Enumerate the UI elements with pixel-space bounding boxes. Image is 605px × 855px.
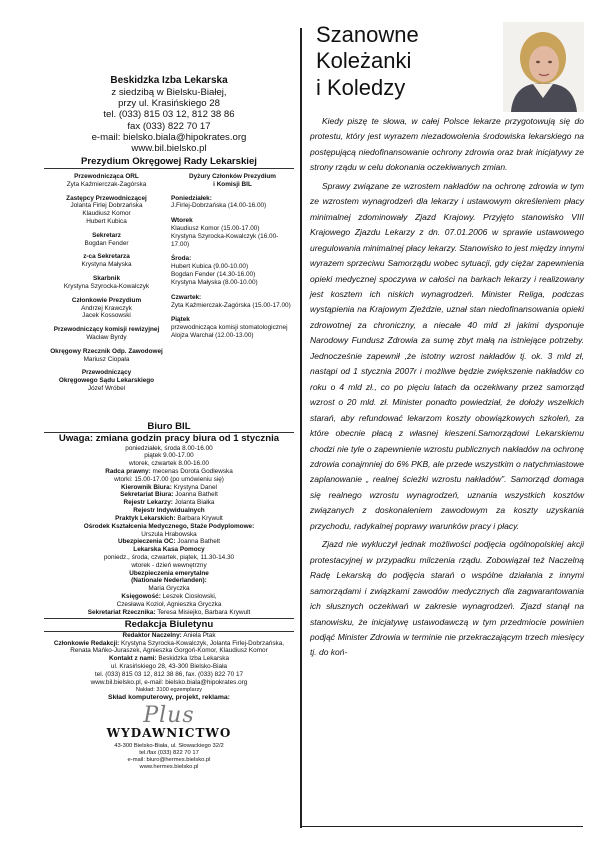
- presidium-section: [44, 169, 294, 419]
- office-staff-value: Joanna Bathelt: [177, 538, 220, 546]
- member-role: Przewodnicząca ORL: [74, 172, 139, 180]
- chamber-name: Beskidzka Izba Lekarska: [110, 75, 228, 86]
- editorial-label: Członkowie Redakcji:: [53, 639, 120, 647]
- office-staff-label: Kierownik Biura:: [121, 483, 172, 491]
- office-staff-label: Rejestr Indywidualnych: [133, 507, 205, 515]
- article-title: Szanowne Koleżanki i Koledzy: [316, 22, 419, 100]
- duty-entries: J.Firlej-Dobrzańska (14.00-16.00): [171, 202, 267, 210]
- office-staff-row: [44, 476, 294, 484]
- editorial-label: Kontakt z nami:: [108, 655, 157, 663]
- member-role: Sekretarz: [92, 231, 121, 239]
- office-staff-value: Joanna Bathelt: [175, 491, 218, 499]
- office-staff-row: [44, 554, 294, 562]
- office-staff-row: [44, 468, 294, 476]
- duty-entries: Zyta Kaźmierczak-Zagórska (15.00-17.00): [171, 301, 291, 309]
- office-staff-row: [44, 499, 294, 507]
- presidium-member: [44, 232, 169, 248]
- member-role: Skarbnik: [93, 275, 120, 283]
- editorial-row: [44, 679, 294, 687]
- office-staff-value: poniedz., środa, czwartek, piątek, 11.30-14.30: [103, 553, 235, 561]
- office-staff-value: Leszek Ciosłowski,: [162, 593, 217, 601]
- chamber-website[interactable]: www.bil.bielsko.pl: [131, 143, 207, 155]
- print-run: Nakład: 3100 egzemplarzy: [135, 687, 203, 694]
- member-role: Członkowie Prezydium: [71, 296, 142, 304]
- duty-day-label: Czwartek:: [171, 293, 202, 301]
- presidium-title: Prezydium Okręgowej Rady Lekarskiej: [44, 156, 294, 169]
- author-photo: [503, 22, 584, 112]
- member-names: Józef Wróbel: [87, 385, 126, 393]
- office-staff-label: Praktyk Lekarskich:: [115, 514, 176, 522]
- article-body: [310, 114, 584, 664]
- publisher-logo: [44, 702, 294, 740]
- duty-hours: [171, 173, 294, 347]
- office-staff-row: [44, 585, 294, 593]
- office-title: Biuro BIL: [44, 421, 294, 433]
- office-staff-row: [44, 546, 294, 554]
- article-paragraph: Zjazd nie wykluczył jednak możliwości podjęcia ogólnopolskiej akcji protestacyjnej w przypadku milczenia rządu. Zobowiązał też Naczelną Radę Lekarską do podjęcia starań o wspólne działania z innymi samorządami i związkami zawodów medycznych dla zagwarantowania ich słusznych oczekiwań w zakresie wynagrodzeń. Zjazd stanął na stanowisku, że inicjatywę ustawodawczą w tym przedmiocie powinien podjąć Minister Zdrowia w terminie nie przekraczającym trzech miesięcy tj. do koń-: [310, 539, 584, 658]
- editorial-title: Redakcja Biuletynu: [44, 618, 294, 631]
- duty-day: [171, 316, 294, 339]
- office-staff-value: wtorki: 15.00-17.00 (po umówieniu się): [114, 475, 224, 483]
- member-role: Okręgowy Rzecznik Odp. Zawodowej: [50, 347, 163, 355]
- editorial-row: [44, 647, 294, 655]
- column-divider: [300, 28, 302, 828]
- presidium-member: [44, 253, 169, 269]
- member-names: Bogdan Fender: [84, 239, 129, 247]
- member-role: Przewodniczący Okręgowego Sądu Lekarskiego: [58, 369, 155, 385]
- author-photo-image: [503, 22, 584, 112]
- publisher-logo-text: WYDAWNICTWO: [106, 725, 232, 740]
- member-names: Krystyna Małyska: [81, 261, 132, 269]
- office-staff-value: mecenas Dorota Godlewska: [152, 468, 233, 476]
- publisher-address: 43-300 Bielsko-Biała, ul. Słowackiego 32/2 tel./fax (033) 822 70 17 e-mail: biuro@hermes.bielsko.pl www.hermes.bielsko.pl: [114, 742, 224, 770]
- chamber-fax: fax (033) 822 70 17: [127, 120, 211, 132]
- editorial-value: ul. Krasińskiego 28, 43-300 Bielsko-Biała: [110, 663, 228, 671]
- editorial-row: [44, 632, 294, 640]
- editorial-label: Redaktor Naczelny:: [122, 631, 182, 639]
- duty-day: [171, 195, 294, 211]
- duty-day-label: Wtorek: [171, 217, 193, 225]
- duty-list: [171, 195, 294, 340]
- office-staff-row: [44, 601, 294, 609]
- office-hours: poniedziałek, środa 8.00-16.00 piątek 9.00-17.00 wtorek, czwartek 8.00-16.00: [125, 444, 213, 468]
- office-staff-label: Ośrodek Kształcenia Medycznego, Staże Podyplomowe:: [83, 522, 255, 530]
- office-staff-row: [44, 484, 294, 492]
- member-names: Mariusz Ciopała: [83, 355, 130, 363]
- office-staff-value: Czesława Kozioł, Agnieszka Gryczka: [116, 600, 222, 608]
- duty-entries: Hubert Kubica (9.00-10.00) Bogdan Fender (14.30-16.00) Krystyna Małyska (8.00-10.00): [171, 263, 258, 286]
- member-names: Wacław Byrdy: [86, 333, 127, 341]
- duty-day-label: Środa:: [171, 255, 192, 263]
- member-names: Zyta Kaźmierczak-Zagórska: [66, 180, 147, 188]
- chamber-header: [44, 75, 294, 155]
- article-paragraph: Sprawy związane ze wzrostem nakładów na ochronę zdrowia w tym ze wzrostem wynagrodzeń dla lekarzy i ustawowym określeniem płacy minimalnej zdominowały Zjazd Krajowy. Przyjęto stanowisko VIII Krajowego Zjazdu Lekarzy z dn. 07.01.2006 w sprawie ustawowego uregulowania minimalnej płacy lekarzy. Stanowisko to jest między innymi wyrazem sprzeciwu Samorządu wobec sytuacji, gdy ciężar zapewnienia opieki medycznej spoczywa w całości na barkach lekarzy i realizowany jest kosztem ich niskich wynagrodzeń. Minister Religa, podczas wystąpienia na Krajowym Zjeździe, uznał stan niedofinansowania opieki zdrowotnej za chroniczny, a niecałe 40 mld zł jakimi dysponuje Narodowy Fundusz Zdrowia za sumę zbyt małą na istniejące potrzeby. Jednocześnie zapewnił ,że istotny wzrost nakładów tj. ok. 3 mld zł, nastąpi od 1 stycznia 2007r i możliwe będzie zwiększenie nakładów co roku o 4 mld zł., co po pięciu latach da oczekiwany przez samorząd wzrost o 20 mld. zł. Minister ponadto powiedział, że dołoży wszelkich starań, aby refundować lekarzom koszty obowiązkowych szkoleń, za które obecnie płacą z własnej kieszeni.Samorządowi Lekarskiemu chodzi nie tyle o zapewnienie wzrostu publicznych nakładów na ochronę zdrowia conajmniej do 6% PKB, ale przede wszystkim o natychmiastowe zaplanowanie „ realnej ścieżki wzrostu nakładów”. Samorząd domaga się realnego wzrostu wynagrodzeń, uznania wszystkich kosztów związanych z doskonaleniem zawodowym za koszty uzyskania przychodu, radykalnej poprawy warunków pracy i płacy.: [310, 180, 585, 531]
- presidium-member: [44, 297, 169, 320]
- office-staff-row: [44, 538, 294, 546]
- editorial-row: [44, 655, 294, 663]
- chamber-address: przy ul. Krasińskiego 28: [118, 98, 220, 110]
- presidium-member: [44, 348, 169, 364]
- member-names: Jolanta Firlej Dobrzańska Klaudiusz Komor Hubert Kubica: [70, 202, 143, 226]
- presidium-member: [44, 326, 169, 342]
- presidium-member: [44, 195, 169, 226]
- office-staff-label: Radca prawny:: [105, 468, 151, 476]
- editorial-row: [44, 671, 294, 679]
- office-staff-row: [44, 593, 294, 601]
- office-staff-row: [44, 570, 294, 578]
- presidium-member: [44, 173, 169, 189]
- office-staff-row: [44, 507, 294, 515]
- office-staff-label: (Nationale Nederlanden):: [131, 577, 207, 585]
- office-staff-label: Lekarska Kasa Pomocy: [133, 546, 205, 554]
- duty-title: Dyżury Członków Prezydium i Komisji BIL: [188, 172, 276, 188]
- office-staff-value: Krystyna Danel: [173, 483, 217, 491]
- duty-entries: przewodnicząca komisji stomatologicznej Alojza Warchał (12.00-13.00): [171, 324, 288, 339]
- editorial-value: Aniela Ptak: [183, 631, 216, 639]
- member-role: z-ca Sekretarza: [83, 253, 130, 261]
- office-staff-value: Barbara Krywult: [177, 514, 223, 522]
- editorial-row: [44, 640, 294, 648]
- duty-day-label: Poniedziałek:: [171, 194, 212, 202]
- duty-day-label: Piątek: [171, 316, 190, 324]
- editorial-value: tel. (033) 815 03 12, 812 38 86, fax. (033) 822 70 17: [94, 670, 244, 678]
- presidium-members: [44, 173, 169, 399]
- duty-entries: Klaudiusz Komor (15.00-17.00) Krystyna Szyrocka-Kowalczyk (16.00-17.00): [171, 225, 279, 248]
- typesetting-credit: Skład komputerowy, projekt, reklama:: [108, 694, 230, 702]
- office-staff-value: Jolanta Białka: [174, 499, 215, 507]
- chamber-phone: tel. (033) 815 03 12, 812 38 86: [103, 109, 235, 121]
- editorial-value: www.bil.bielsko.pl, e-mail: bielsko.biala@hipokrates.org: [90, 678, 248, 686]
- bottom-rule: [300, 826, 583, 827]
- editorial-value: Beskidzka Izba Lekarska: [158, 655, 230, 663]
- editorial-value: Renata Mańko-Juraszek, Agnieszka Gorgoń-Komor, Klaudiusz Komor: [70, 647, 268, 655]
- duty-day: [171, 294, 294, 310]
- office-staff-label: Ubezpieczenia OC:: [118, 538, 176, 546]
- editorial-value: Krystyna Szyrocka-Kowalczyk, Jolanta Firlej-Dobrzańska,: [121, 639, 285, 647]
- office-staff-label: Księgowość:: [121, 593, 161, 601]
- chamber-seat: z siedzibą w Bielsku-Białej,: [111, 86, 227, 98]
- office-staff-row: [44, 515, 294, 523]
- presidium-member: [44, 369, 169, 392]
- publisher-logo-script: Plus: [143, 702, 195, 728]
- editorial-staff: [44, 632, 294, 687]
- presidium-member: [44, 275, 169, 291]
- office-staff-row: [44, 531, 294, 539]
- member-role: Zastępcy Przewodniczącej: [66, 194, 147, 202]
- duty-day: [171, 217, 294, 248]
- office-notice: Uwaga: zmiana godzin pracy biura od 1 stycznia: [58, 433, 280, 445]
- member-role: Przewodniczący komisji rewizyjnej: [53, 326, 160, 334]
- office-staff-value: wtorek - dzień wewnętrzny: [131, 561, 207, 569]
- office-staff-row: [44, 491, 294, 499]
- office-staff-row: [44, 609, 294, 617]
- office-staff-row: [44, 577, 294, 585]
- office-staff-label: Rejestr Lekarzy:: [123, 499, 173, 507]
- office-staff: [44, 468, 294, 616]
- chamber-email[interactable]: e-mail: bielsko.biala@hipokrates.org: [91, 132, 247, 144]
- office-staff-label: Sekretariat Rzecznika:: [87, 608, 156, 616]
- article-paragraph: Kiedy piszę te słowa, w całej Polsce lekarze przygotowują się do protestu, który jest wyrazem niezadowolenia środowiska lekarskiego na postępującą niedofinansowanie ochrony zdrowia oraz brak inicjatywy ze strony rządu w celu dokonania oczekiwanych zmian.: [310, 116, 584, 173]
- office-staff-value: Maria Gryczka: [148, 585, 190, 593]
- office-staff-label: Ubezpieczenia emerytalne: [129, 569, 209, 577]
- office-staff-value: Urszula Hrabowska: [141, 530, 197, 538]
- editorial-row: [44, 663, 294, 671]
- office-staff-row: [44, 562, 294, 570]
- office-staff-label: Sekretariat Biura:: [120, 491, 174, 499]
- left-column: [44, 75, 294, 771]
- member-names: Andrzej Krawczyk Jacek Kossowski: [81, 304, 132, 320]
- duty-day: [171, 255, 294, 286]
- member-names: Krystyna Szyrocka-Kowalczyk: [63, 282, 150, 290]
- office-staff-row: [44, 523, 294, 531]
- office-staff-value: Teresa Misiejko, Barbara Krywult: [157, 608, 251, 616]
